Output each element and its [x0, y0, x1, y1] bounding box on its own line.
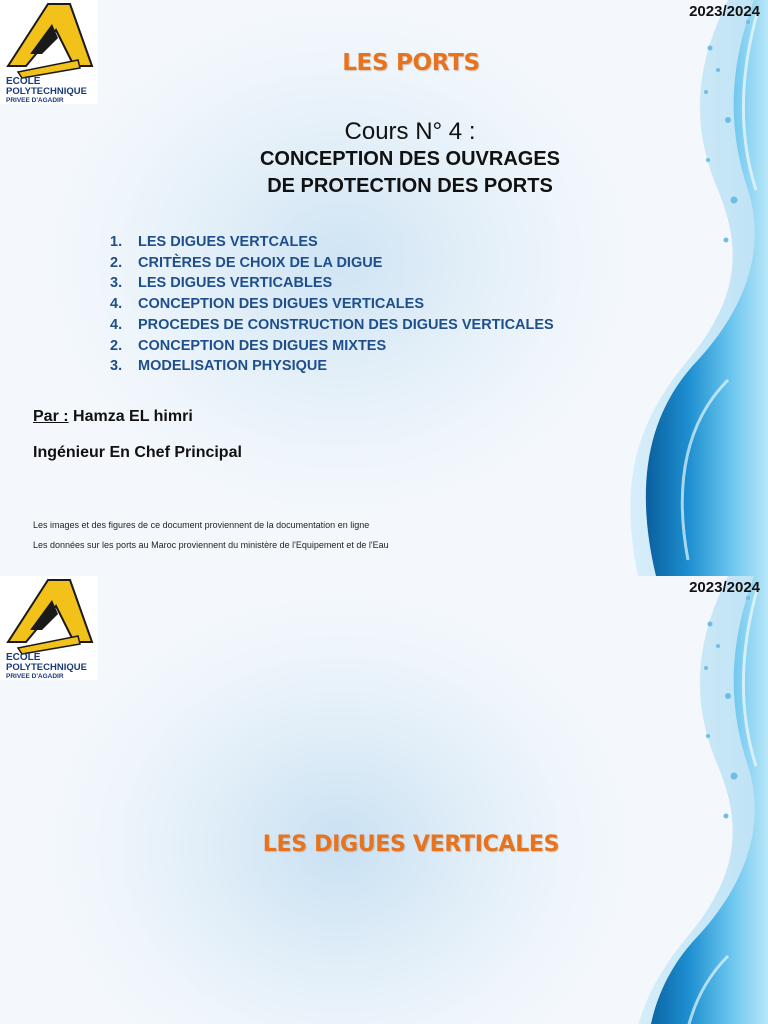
- logo-line1: ECOLE: [6, 76, 41, 87]
- toc-number: 1.: [110, 234, 123, 250]
- logo-line3: PRIVEE D'AGADIR: [6, 97, 64, 104]
- toc-item: [110, 273, 554, 294]
- logo-line3: PRIVEE D'AGADIR: [6, 673, 64, 680]
- toc-number: 3.: [110, 358, 123, 375]
- toc-item: [110, 315, 554, 336]
- author-role: Ingénieur En Chef Principal: [33, 444, 242, 461]
- logo-line2: POLYTECHNIQUE: [6, 86, 87, 97]
- water-wave-decoration: [578, 576, 768, 1024]
- source-note-2: Les données sur les ports au Maroc proviennent du ministère de l'Equipement et de l'Eau: [33, 540, 389, 550]
- slide-heading: LES DIGUES VERTICALES: [262, 832, 560, 857]
- toc-item: [110, 336, 554, 357]
- toc-text: PROCEDES DE CONSTRUCTION DES DIGUES VERTICALES: [138, 316, 554, 333]
- toc-text: CONCEPTION DES DIGUES MIXTES: [138, 337, 387, 354]
- water-wave-decoration: [578, 0, 768, 576]
- course-number: Cours N° 4 :: [344, 118, 476, 145]
- par-label: Par :: [33, 408, 69, 425]
- toc-text: LES DIGUES VERTICABLES: [138, 275, 333, 292]
- toc-text: CONCEPTION DES DIGUES VERTICALES: [138, 296, 425, 313]
- toc-number: 2.: [110, 254, 123, 271]
- author-line: [33, 408, 193, 426]
- academic-year: 2023/2024: [689, 3, 760, 20]
- author-name: Hamza EL himri: [68, 408, 193, 425]
- source-note-1: Les images et des figures de ce document proviennent de la documentation en ligne: [33, 520, 370, 530]
- logo-line2: POLYTECHNIQUE: [6, 662, 87, 673]
- toc-number: 4.: [110, 296, 123, 313]
- toc-item: [110, 294, 554, 315]
- logo-line1: ECOLE: [6, 652, 41, 663]
- academic-year: 2023/2024: [689, 579, 760, 596]
- course-title-line1: CONCEPTION DES OUVRAGES: [259, 148, 561, 170]
- toc-text: MODELISATION PHYSIQUE: [138, 358, 328, 375]
- course-title-line2: DE PROTECTION DES PORTS: [267, 175, 553, 197]
- toc-item: [110, 356, 554, 377]
- slide-heading: LES PORTS: [342, 50, 480, 76]
- slide-2: [0, 576, 768, 1024]
- toc-number: 3.: [110, 275, 123, 292]
- toc-text: LES DIGUES VERTCALES: [138, 234, 318, 250]
- toc-item: [110, 253, 554, 274]
- toc-item: [110, 232, 554, 253]
- toc-number: 4.: [110, 316, 123, 333]
- toc-text: CRITÈRES DE CHOIX DE LA DIGUE: [138, 254, 383, 271]
- school-logo: [0, 576, 98, 680]
- toc-number: 2.: [110, 337, 123, 354]
- table-of-contents: [110, 232, 554, 377]
